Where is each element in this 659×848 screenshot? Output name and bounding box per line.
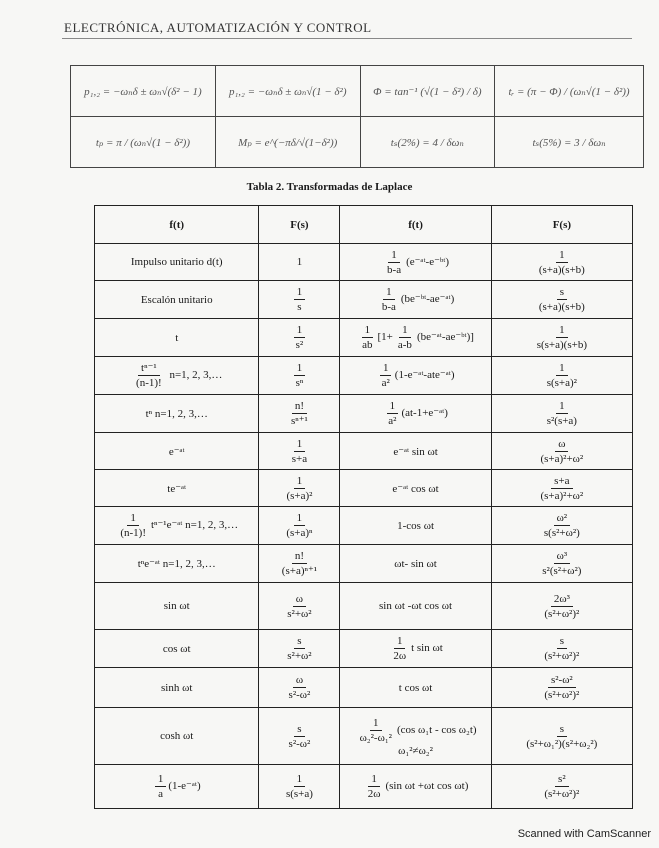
- table-row: [95, 545, 633, 583]
- table-row: [95, 583, 633, 630]
- header-fs-1: F(s): [259, 206, 340, 244]
- formula-table: [70, 65, 644, 168]
- cell-ft: t: [95, 319, 259, 357]
- cell-fs: $\frac{s}{\text{(s²+ω²)²}}$: [491, 630, 632, 668]
- table-row: [95, 357, 633, 395]
- cell-ft: cosh ωt: [95, 708, 259, 765]
- cell-fs: $\frac{\text{s²}}{\text{(s²+ω²)²}}$: [491, 765, 632, 809]
- cell-ft: Impulso unitario d(t): [95, 244, 259, 281]
- header-rule: [62, 38, 632, 39]
- cell-ft: cos ωt: [95, 630, 259, 668]
- cell-fs: $\frac{s}{\text{(s²+ω₁²)(s²+ω₂²)}}$: [491, 708, 632, 765]
- cell-ft: 1-cos ωt: [340, 507, 491, 545]
- table-row: [95, 630, 633, 668]
- cell-ft: $\frac{1}{2\omega}$ t sin ωt: [340, 630, 491, 668]
- table-row: [95, 765, 633, 809]
- cell-fs: $\frac{1}{(s+a)(s+b)}$: [491, 244, 632, 281]
- formula-p12-overdamped: p₁,₂ = −ωₙδ ± ωₙ√(δ² − 1): [71, 66, 216, 117]
- cell-ft: sin ωt -ωt cos ωt: [340, 583, 491, 630]
- cell-fs: $\frac{1}{s}$: [259, 281, 340, 319]
- cell-ft: te⁻ᵃᵗ: [95, 470, 259, 507]
- cell-fs: $\frac{1}{\text{s²(s+a)}}$: [491, 395, 632, 433]
- page-header: ELECTRÓNICA, AUTOMATIZACIÓN Y CONTROL: [64, 20, 372, 35]
- table-header-row: [95, 206, 633, 244]
- cell-ft: sinh ωt: [95, 668, 259, 708]
- formula-p12-underdamped: p₁,₂ = −ωₙδ ± ωₙ√(1 − δ²): [215, 66, 360, 117]
- cell-fs: $\frac{s+a}{\text{(s+a)²+ω²}}$: [491, 470, 632, 507]
- cell-ft: e⁻ᵃᵗ sin ωt: [340, 433, 491, 470]
- cell-fs: $\frac{1}{s+a}$: [259, 433, 340, 470]
- cell-fs: $\frac{s}{\text{s²+ω²}}$: [259, 630, 340, 668]
- cell-fs: $\frac{\text{ω³}}{\text{s²(s²+ω²)}}$: [491, 545, 632, 583]
- table-row: [95, 281, 633, 319]
- cell-ft: e⁻ᵃᵗ cos ωt: [340, 470, 491, 507]
- cell-ft: $\frac{1}{ab}$ [1+ $\frac{1}{a-b}$ (be⁻ᵃᵗ-ae⁻ᵇᵗ)]: [340, 319, 491, 357]
- cell-ft: tⁿ n=1, 2, 3,…: [95, 395, 259, 433]
- cell-fs: $\frac{\text{s²-ω²}}{\text{(s²+ω²)²}}$: [491, 668, 632, 708]
- cell-fs: $\frac{\omega}{\text{(s+a)²+ω²}}$: [491, 433, 632, 470]
- laplace-table: [94, 205, 633, 809]
- formula-phi: Φ = tan⁻¹ (√(1 − δ²) / δ): [360, 66, 494, 117]
- cell-fs: $\frac{1}{s(s+a)}$: [259, 765, 340, 809]
- cell-ft: $\frac{1}{a}$ (1-e⁻ᵃᵗ): [95, 765, 259, 809]
- table-row: [95, 470, 633, 507]
- cell-fs: $\frac{1}{\text{s²}}$: [259, 319, 340, 357]
- cell-ft: $\frac{1}{2\omega}$ (sin ωt +ωt cos ωt): [340, 765, 491, 809]
- cell-ft: $\frac{1}{b-a}$ (be⁻ᵇᵗ-ae⁻ᵃᵗ): [340, 281, 491, 319]
- cell-fs: $\frac{s}{(s+a)(s+b)}$: [491, 281, 632, 319]
- cell-ft: Escalón unitario: [95, 281, 259, 319]
- cell-fs: $\frac{\omega}{\text{s²-ω²}}$: [259, 668, 340, 708]
- cell-ft: $\frac{1}{(n-1)!}$ tⁿ⁻¹e⁻ᵃᵗ n=1, 2, 3,…: [95, 507, 259, 545]
- formula-settling-2: tₛ(2%) = 4 / δωₙ: [360, 117, 494, 168]
- cell-ft: ωt- sin ωt: [340, 545, 491, 583]
- table-row: [95, 708, 633, 765]
- header-fs-2: F(s): [491, 206, 632, 244]
- formula-settling-5: tₛ(5%) = 3 / δωₙ: [495, 117, 644, 168]
- cell-fs: $\frac{\omega}{\text{s²+ω²}}$: [259, 583, 340, 630]
- scanner-watermark: Scanned with CamScanner: [517, 828, 651, 840]
- table-row: [95, 507, 633, 545]
- cell-fs: $\frac{1}{\text{s(s+a)²}}$: [491, 357, 632, 395]
- cell-ft: $\frac{1}{b-a}$ (e⁻ᵃᵗ-e⁻ᵇᵗ): [340, 244, 491, 281]
- cell-ft: sin ωt: [95, 583, 259, 630]
- cell-fs: $\frac{n!}{\text{sⁿ⁺¹}}$: [259, 395, 340, 433]
- table-title: Tabla 2. Transformadas de Laplace: [246, 181, 413, 193]
- header-ft-1: f(t): [95, 206, 259, 244]
- table-row: [95, 668, 633, 708]
- header-ft-2: f(t): [340, 206, 491, 244]
- formula-peak-time: tₚ = π / (ωₙ√(1 − δ²)): [71, 117, 216, 168]
- cell-ft: $\frac{1}{\text{a²}}$ (at-1+e⁻ᵃᵗ): [340, 395, 491, 433]
- formula-rise-time: tᵣ = (π − Φ) / (ωₙ√(1 − δ²)): [495, 66, 644, 117]
- formula-overshoot: Mₚ = e^(−πδ/√(1−δ²)): [215, 117, 360, 168]
- cell-ft: tⁿe⁻ᵃᵗ n=1, 2, 3,…: [95, 545, 259, 583]
- cell-fs: $\frac{\text{ω²}}{\text{s(s²+ω²)}}$: [491, 507, 632, 545]
- table-row: [95, 319, 633, 357]
- table-row: [95, 433, 633, 470]
- cell-fs: $\frac{1}{\text{sⁿ}}$: [259, 357, 340, 395]
- table-row: [95, 395, 633, 433]
- cell-ft: $\frac{1}{\text{a²}}$ (1-e⁻ᵃᵗ-ate⁻ᵃᵗ): [340, 357, 491, 395]
- cell-fs: $\frac{\text{2ω³}}{\text{(s²+ω²)²}}$: [491, 583, 632, 630]
- cell-ft: e⁻ᵃᵗ: [95, 433, 259, 470]
- cell-ft: t cos ωt: [340, 668, 491, 708]
- cell-fs: $\frac{n!}{\text{(s+a)ⁿ⁺¹}}$: [259, 545, 340, 583]
- table-row: [95, 244, 633, 281]
- cell-fs: $\frac{1}{\text{(s+a)ⁿ}}$: [259, 507, 340, 545]
- cell-fs: $\frac{1}{\text{(s+a)²}}$: [259, 470, 340, 507]
- cell-fs: $\frac{s}{\text{s²-ω²}}$: [259, 708, 340, 765]
- cell-fs: $\frac{1}{s(s+a)(s+b)}$: [491, 319, 632, 357]
- cell-ft: $\frac{\text{tⁿ⁻¹}}{(n-1)!}$ n=1, 2, 3,…: [95, 357, 259, 395]
- cell-fs: 1: [259, 244, 340, 281]
- cell-ft: $\frac{1}{\text{ω₂²-ω₁²}}$ (cos ω₁t - cos ω₂t) ω₁²≠ω₂²: [340, 708, 491, 765]
